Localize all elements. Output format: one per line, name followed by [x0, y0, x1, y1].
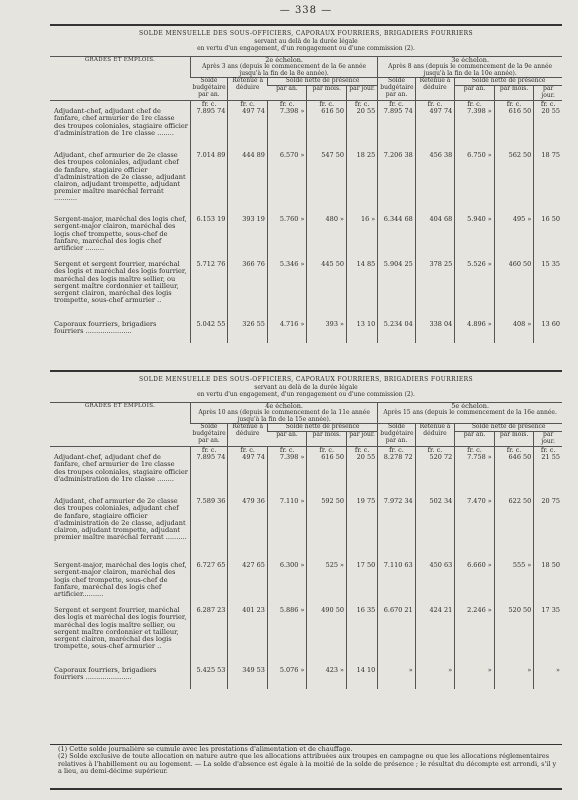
value-cell: 5.042 55: [190, 321, 227, 343]
value-cell: 5.346 »: [267, 261, 307, 321]
value-cell: 5.076 »: [267, 667, 307, 689]
echelon-header: [190, 402, 377, 424]
value-cell: 19 75: [347, 498, 378, 562]
col-nette: Solde nette de présence: [267, 78, 377, 86]
col-jour: par jour.: [347, 432, 378, 447]
value-cell: 20 55: [347, 454, 378, 498]
pay-grid: [50, 56, 562, 344]
page-number: — 338 —: [279, 5, 333, 16]
col-mois: par mois.: [307, 432, 347, 447]
echelon-name: 3e échelon.: [451, 55, 490, 64]
value-cell: 404 68: [415, 216, 455, 261]
table-body: [50, 454, 562, 689]
table-row: [50, 498, 562, 562]
table-title: [50, 376, 562, 399]
col-solde: Solde budgétaire par an.: [190, 424, 227, 446]
title-line-1: SOLDE MENSUELLE DES SOUS-OFFICIERS, CAPORAUX FOURRIERS, BRIGADIERS FOURRIERS: [138, 30, 474, 37]
col-solde: Solde budgétaire par an.: [378, 424, 415, 446]
unit-cell: fr. c.: [190, 100, 227, 108]
value-cell: 444 89: [228, 152, 268, 216]
unit-cell: fr. c.: [494, 100, 534, 108]
value-cell: 393 19: [228, 216, 268, 261]
value-cell: 495 »: [494, 216, 534, 261]
value-cell: 423 »: [307, 667, 347, 689]
col-nette: Solde nette de présence: [267, 424, 377, 432]
value-cell: 497 74: [228, 454, 268, 498]
echelon-header: [378, 402, 562, 424]
grade-label: Caporaux fourriers, brigadiers fourriers ......................: [54, 320, 157, 336]
table-row: [50, 152, 562, 216]
unit-cell: fr. c.: [378, 100, 415, 108]
value-cell: 18 50: [534, 562, 562, 607]
value-cell: 450 63: [415, 562, 455, 607]
echelon-desc: Après 10 ans (depuis le commencement de la 11e année jusqu'à la fin de la 15e année).: [198, 408, 370, 423]
grade-label: Sergent-major, maréchal des logis chef, sergent-major clairon, maréchal des logis chef trompette, sous-chef de fanfare, maréchal des logis chef artificier..........: [54, 561, 187, 598]
value-cell: 456 38: [415, 152, 455, 216]
value-cell: 7.758 »: [455, 454, 495, 498]
echelon-desc: Après 3 ans (depuis le commencement de la 6e année jusqu'à la fin de la 8e année).: [202, 62, 367, 77]
unit-cell: fr. c.: [228, 446, 268, 454]
value-cell: 7.398 »: [455, 108, 495, 152]
value-cell: 502 34: [415, 498, 455, 562]
value-cell: 4.716 »: [267, 321, 307, 343]
footnote-2: (2) Solde exclusive de toute allocation en nature autre que les allocations attribuées aux troupes en campagne ou que les allocations réglementaires relatives à l'habillement ou au logement. — La solde d'absence est égale à la moitié de la solde de présence ; le résultat du décompte est arrondi, s'il y a lieu, au demi-décime supérieur.: [58, 752, 557, 776]
col-retenue: Retenue à déduire: [228, 424, 268, 446]
table-body: [50, 108, 562, 343]
value-cell: 5.940 »: [455, 216, 495, 261]
value-cell: 622 50: [494, 498, 534, 562]
col-mois: par mois.: [307, 86, 347, 101]
col-jour: par jour.: [534, 86, 562, 101]
value-cell: 5.760 »: [267, 216, 307, 261]
value-cell: 7.972 34: [378, 498, 415, 562]
value-cell: 5.886 »: [267, 607, 307, 667]
table-row: [50, 562, 562, 607]
value-cell: 5.234 04: [378, 321, 415, 343]
unit-cell: fr. c.: [415, 100, 455, 108]
value-cell: 326 55: [228, 321, 268, 343]
value-cell: 4.896 »: [455, 321, 495, 343]
value-cell: 5.712 76: [190, 261, 227, 321]
value-cell: 349 53: [228, 667, 268, 689]
value-cell: 497 74: [228, 108, 268, 152]
value-cell: 15 35: [534, 261, 562, 321]
value-cell: 520 72: [415, 454, 455, 498]
value-cell: 6.300 »: [267, 562, 307, 607]
title-line-1: SOLDE MENSUELLE DES SOUS-OFFICIERS, CAPORAUX FOURRIERS, BRIGADIERS FOURRIERS: [138, 376, 474, 383]
value-cell: 6.287 23: [190, 607, 227, 667]
col-jour: par jour.: [347, 86, 378, 101]
value-cell: 7.895 74: [190, 108, 227, 152]
unit-cell: fr. c.: [228, 100, 268, 108]
col-nette: Solde nette de présence: [455, 424, 562, 432]
echelon-name: 4e échelon.: [265, 401, 304, 410]
title-line-2: servant au delà de la durée légale: [254, 383, 358, 391]
unit-cell: fr. c.: [347, 446, 378, 454]
value-cell: 2.246 »: [455, 607, 495, 667]
value-cell: 547 50: [307, 152, 347, 216]
unit-cell: fr. c.: [190, 446, 227, 454]
value-cell: »: [494, 667, 534, 689]
col-an: par an.: [455, 432, 495, 447]
value-cell: 5.425 53: [190, 667, 227, 689]
value-cell: 7.398 »: [267, 454, 307, 498]
value-cell: 401 23: [228, 607, 268, 667]
value-cell: »: [534, 667, 562, 689]
col-mois: par mois.: [494, 86, 534, 101]
value-cell: 7.398 »: [267, 108, 307, 152]
value-cell: 13 10: [347, 321, 378, 343]
col-an: par an.: [455, 86, 495, 101]
title-line-3: en vertu d'un engagement, d'un rengagement ou d'une commission (2).: [197, 45, 415, 52]
value-cell: 525 »: [307, 562, 347, 607]
echelon-header: [190, 56, 377, 78]
col-an: par an.: [267, 432, 307, 447]
grade-label: Sergent et sergent fourrier, maréchal des logis et maréchal des logis fourrier, maréchal des logis maître sellier, ou sergent maître cordonnier et tailleur, sergent clairon, maréchal des logis trompette, sous-chef armurier ..: [54, 260, 187, 305]
grade-label: Adjudant, chef armurier de 2e classe des troupes coloniales, adjudant chef de fanfare, stagiaire officier d'administration de 2e classe, adjudant clairon, adjudant trompette, adjudant premier maître maréchal ferrant ..........: [54, 497, 187, 542]
value-cell: 18 75: [534, 152, 562, 216]
value-cell: 6.153 19: [190, 216, 227, 261]
unit-cell: fr. c.: [347, 100, 378, 108]
value-cell: 7.014 89: [190, 152, 227, 216]
value-cell: 16 50: [534, 216, 562, 261]
echelon-name: 2e échelon.: [265, 55, 304, 64]
value-cell: 616 50: [494, 108, 534, 152]
value-cell: 424 21: [415, 607, 455, 667]
unit-cell: fr. c.: [534, 446, 562, 454]
unit-cell: fr. c.: [415, 446, 455, 454]
value-cell: 14 10: [347, 667, 378, 689]
grade-header: GRADES ET EMPLOIS.: [50, 56, 190, 100]
unit-cell: fr. c.: [455, 446, 495, 454]
grade-label: Sergent et sergent fourrier, maréchal des logis et maréchal des logis fourrier, maréchal des logis maître sellier, ou sergent maître cordonnier et tailleur, sergent clairon, maréchal des logis trompette, sous-chef armurier ..: [54, 606, 187, 651]
value-cell: 18 25: [347, 152, 378, 216]
value-cell: 460 50: [494, 261, 534, 321]
unit-cell: fr. c.: [534, 100, 562, 108]
value-cell: 427 65: [228, 562, 268, 607]
unit-cell: fr. c.: [455, 100, 495, 108]
title-line-2: servant au delà de la durée légale: [254, 37, 358, 45]
value-cell: »: [415, 667, 455, 689]
value-cell: 592 50: [307, 498, 347, 562]
title-line-3: en vertu d'un engagement, d'un rengagement ou d'une commission (2).: [197, 391, 415, 398]
value-cell: 480 »: [307, 216, 347, 261]
col-an: par an.: [267, 86, 307, 101]
echelon-name: 5e échelon.: [451, 401, 490, 410]
value-cell: 6.727 65: [190, 562, 227, 607]
grade-label: Adjudant-chef, adjudant chef de fanfare, chef armurier de 1re classe des troupes coloniales, stagiaire officier d'administration de 1re classe ........: [54, 453, 188, 483]
value-cell: 17 50: [347, 562, 378, 607]
value-cell: 408 »: [494, 321, 534, 343]
value-cell: 520 50: [494, 607, 534, 667]
col-retenue: Retenue à déduire: [415, 424, 455, 446]
value-cell: 616 50: [307, 454, 347, 498]
value-cell: 14 85: [347, 261, 378, 321]
grade-label: Caporaux fourriers, brigadiers fourriers ......................: [54, 666, 157, 682]
value-cell: 7.895 74: [190, 454, 227, 498]
value-cell: 7.206 38: [378, 152, 415, 216]
value-cell: 338 04: [415, 321, 455, 343]
grade-label: Adjudant-chef, adjudant chef de fanfare, chef armurier de 1re classe des troupes coloniales, stagiaire officier d'administration de 1re classe ........: [54, 107, 188, 137]
echelon-desc: Après 8 ans (depuis le commencement de la 9e année jusqu'à la fin de la 10e année).: [388, 62, 553, 77]
value-cell: 479 36: [228, 498, 268, 562]
value-cell: 7.895 74: [378, 108, 415, 152]
grade-label: Sergent-major, maréchal des logis chef, sergent-major clairon, maréchal des logis chef trompette, sous-chef de fanfare, maréchal des logis chef artificier .........: [54, 215, 187, 252]
value-cell: 16 35: [347, 607, 378, 667]
pay-table-2: [50, 376, 562, 689]
value-cell: 366 76: [228, 261, 268, 321]
unit-cell: fr. c.: [378, 446, 415, 454]
col-mois: par mois.: [494, 432, 534, 447]
value-cell: »: [455, 667, 495, 689]
col-retenue: Retenue à déduire: [228, 78, 268, 100]
value-cell: 616 50: [307, 108, 347, 152]
grade-header: GRADES ET EMPLOIS.: [50, 402, 190, 446]
value-cell: 555 »: [494, 562, 534, 607]
table-row: [50, 454, 562, 498]
footnote-1: (1) Cette solde journalière se cumule avec les prestations d'alimentation et de chauffage.: [58, 745, 353, 753]
unit-cell: fr. c.: [307, 100, 347, 108]
table-row: [50, 108, 562, 152]
value-cell: »: [378, 667, 415, 689]
value-cell: 6.660 »: [455, 562, 495, 607]
table-title: [50, 30, 562, 53]
unit-cell: fr. c.: [307, 446, 347, 454]
col-nette: Solde nette de présence: [455, 78, 562, 86]
pay-table-1: [50, 30, 562, 343]
value-cell: 6.570 »: [267, 152, 307, 216]
value-cell: 13 60: [534, 321, 562, 343]
value-cell: 16 »: [347, 216, 378, 261]
value-cell: 21 55: [534, 454, 562, 498]
table-row: [50, 321, 562, 343]
value-cell: 562 50: [494, 152, 534, 216]
mid-rule: [50, 370, 562, 372]
value-cell: 7.589 36: [190, 498, 227, 562]
value-cell: 7.470 »: [455, 498, 495, 562]
value-cell: 393 »: [307, 321, 347, 343]
table-row: [50, 607, 562, 667]
unit-cell: fr. c.: [267, 100, 307, 108]
value-cell: 378 25: [415, 261, 455, 321]
grade-label: Adjudant, chef armurier de 2e classe des troupes coloniales, adjudant chef de fanfare, stagiaire officier d'administration de 2e classe, adjudant clairon, adjudant trompette, adjudant premier maître maréchal ferrant ...........: [54, 151, 186, 203]
value-cell: 445 50: [307, 261, 347, 321]
col-solde: Solde budgétaire par an.: [190, 78, 227, 100]
value-cell: 7.110 »: [267, 498, 307, 562]
value-cell: 5.904 25: [378, 261, 415, 321]
table-row: [50, 261, 562, 321]
value-cell: 6.344 68: [378, 216, 415, 261]
value-cell: 17 35: [534, 607, 562, 667]
footnotes: [58, 746, 558, 776]
col-solde: Solde budgétaire par an.: [378, 78, 415, 100]
value-cell: 6.750 »: [455, 152, 495, 216]
unit-cell: fr. c.: [494, 446, 534, 454]
value-cell: 7.110 63: [378, 562, 415, 607]
col-retenue: Retenue à déduire: [415, 78, 455, 100]
pay-grid: [50, 402, 562, 690]
unit-cell: fr. c.: [267, 446, 307, 454]
table-row: [50, 667, 562, 689]
value-cell: 6.670 21: [378, 607, 415, 667]
value-cell: 5.526 »: [455, 261, 495, 321]
echelon-desc: Après 15 ans (depuis le commencement de la 16e année.: [383, 408, 557, 416]
value-cell: 490 50: [307, 607, 347, 667]
value-cell: 20 55: [347, 108, 378, 152]
document-page: [50, 0, 562, 800]
value-cell: 8.278 72: [378, 454, 415, 498]
top-rule: [50, 24, 562, 26]
table-row: [50, 216, 562, 261]
value-cell: 20 75: [534, 498, 562, 562]
value-cell: 646 50: [494, 454, 534, 498]
value-cell: 20 55: [534, 108, 562, 152]
echelon-header: [378, 56, 562, 78]
value-cell: 497 74: [415, 108, 455, 152]
col-jour: par jour.: [534, 432, 562, 447]
bottom-rule: [50, 788, 562, 790]
